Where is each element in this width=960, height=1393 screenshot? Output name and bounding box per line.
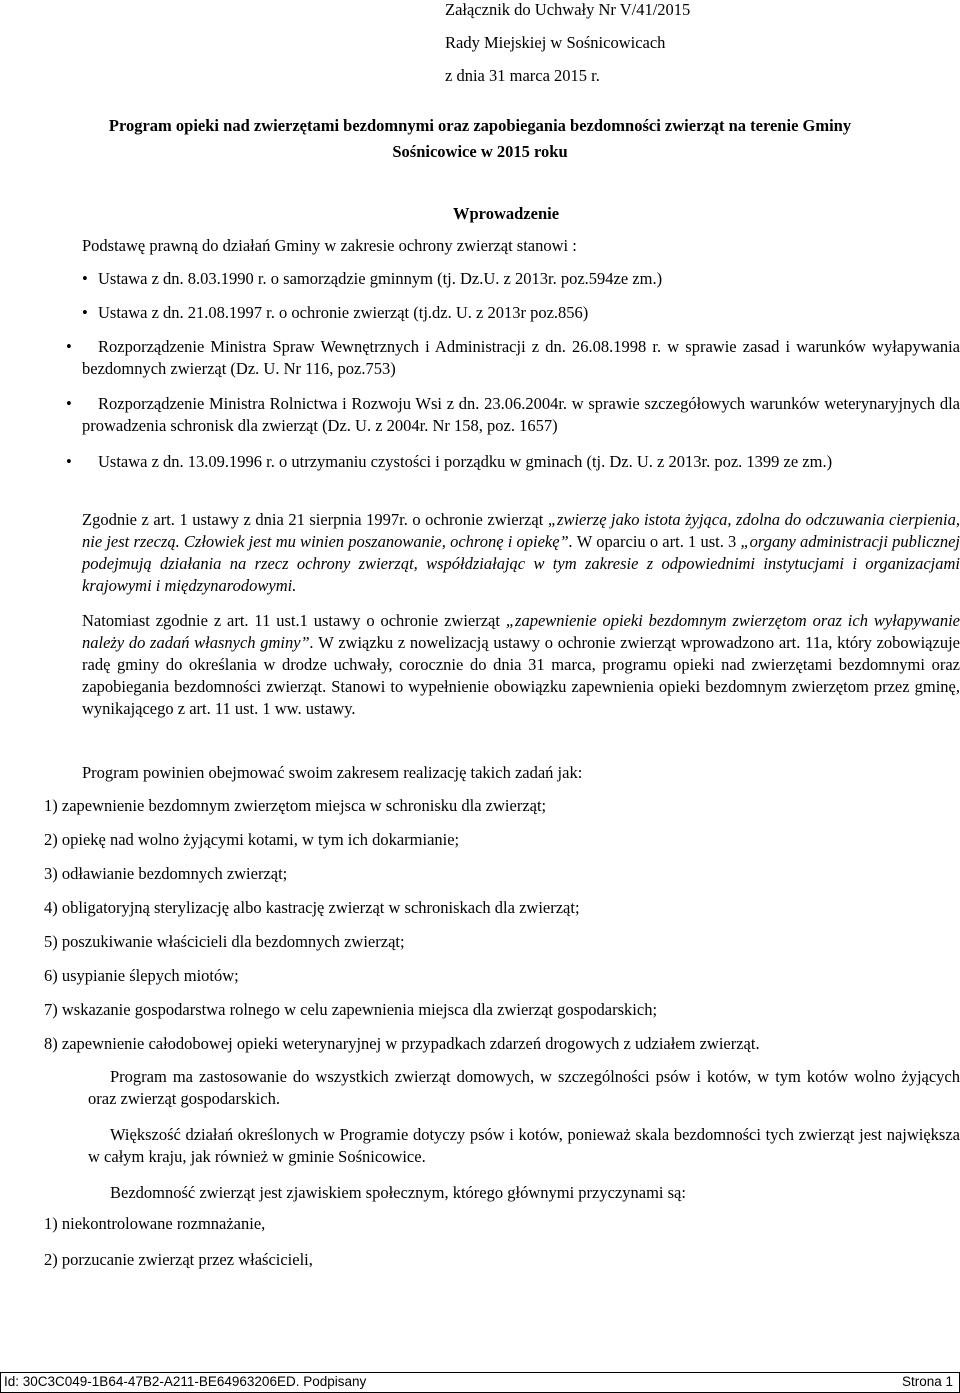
bullet-icon: • xyxy=(66,394,72,413)
legal-basis-text: Ustawa z dn. 21.08.1997 r. o ochronie zwierząt (tj.dz. U. z 2013r poz.856) xyxy=(98,303,589,322)
title-line-1: Program opieki nad zwierzętami bezdomnymi oraz zapobiegania bezdomności zwierząt na terenie Gminy xyxy=(108,116,852,135)
document-footer xyxy=(0,1372,960,1393)
para2-quote: „zapewnienie opieki bezdomnym zwierzętom oraz ich wyłapywanie należy do zadań własnych gminy”. xyxy=(82,611,960,652)
task-item: 4) obligatoryjną sterylizację albo kastrację zwierząt w schroniskach dla zwierząt; xyxy=(44,898,580,917)
header-line-3: z dnia 31 marca 2015 r. xyxy=(445,66,600,85)
legal-basis-item xyxy=(66,393,960,437)
legal-basis-item xyxy=(82,268,960,290)
bullet-icon: • xyxy=(66,337,72,356)
footer-document-id: Id: 30C3C049-1B64-47B2-A211-BE64963206ED. Podpisany xyxy=(4,1374,367,1389)
legal-basis-text: Ustawa z dn. 13.09.1996 r. o utrzymaniu czystości i porządku w gminach (tj. Dz. U. z 2013r. poz. 1399 ze zm.) xyxy=(98,452,833,471)
para2-text-c: W związku z nowelizacją ustawy o ochronie zwierząt wprowadzono art. 11a, który zobowiązuje radę gminy do określania w drodze uchwały, corocznie do dnia 31 marca, programu opieki nad zwierzętami bezdomnymi oraz zapobiegania bezdomności zwierząt. Stanowi to wypełnienie obowiązku zapewnienia opieki bezdomnym zwierzętom przez gminę, wynikającego z art. 11 ust. 1 ww. ustawy. xyxy=(82,633,960,718)
cause-item: 1) niekontrolowane rozmnażanie, xyxy=(44,1214,266,1233)
paragraph-dogs-cats: Większość działań określonych w Programie dotyczy psów i kotów, ponieważ skala bezdomności tych zwierząt jest największa w całym kraju, jak również w gminie Sośnicowice. xyxy=(88,1125,960,1166)
para1-text-c: W oparciu o art. 1 ust. 3 xyxy=(572,532,741,551)
section-heading: Wprowadzenie xyxy=(453,204,560,223)
legal-basis-text: Rozporządzenie Ministra Rolnictwa i Rozwoju Wsi z dn. 23.06.2004r. w sprawie szczegółowych warunków weterynaryjnych dla prowadzenia schronisk dla zwierząt (Dz. U. z 2004r. Nr 158, poz. 1657) xyxy=(82,394,960,435)
paragraph-art11 xyxy=(82,610,960,720)
para1-text-a: Zgodnie z art. 1 ustawy z dnia 21 sierpnia 1997r. o ochronie zwierząt xyxy=(82,510,548,529)
task-item: 2) opiekę nad wolno żyjącymi kotami, w tym ich dokarmianie; xyxy=(44,830,460,849)
task-item: 5) poszukiwanie właścicieli dla bezdomnych zwierząt; xyxy=(44,932,405,951)
task-item: 7) wskazanie gospodarstwa rolnego w celu zapewnienia miejsca dla zwierząt gospodarskich; xyxy=(44,1000,658,1019)
document-title xyxy=(0,113,960,165)
tasks-intro: Program powinien obejmować swoim zakresem realizację takich zadań jak: xyxy=(82,763,583,782)
task-item: 1) zapewnienie bezdomnym zwierzętom miejsca w schronisku dla zwierząt; xyxy=(44,796,547,815)
legal-basis-text: Rozporządzenie Ministra Spraw Wewnętrznych i Administracji z dn. 26.08.1998 r. w sprawie zasad i warunków wyłapywania bezdomnych zwierząt (Dz. U. Nr 116, poz.753) xyxy=(82,337,960,378)
para2-text-a: Natomiast zgodnie z art. 11 ust.1 ustawy o ochronie zwierząt xyxy=(82,611,506,630)
legal-basis-item xyxy=(66,336,960,380)
bullet-icon: • xyxy=(82,269,88,288)
legal-basis-item xyxy=(66,451,960,473)
bullet-icon: • xyxy=(66,452,72,471)
title-line-2: Sośnicowice w 2015 roku xyxy=(392,142,568,161)
para1-quote-1: „zwierzę jako istota żyjąca, zdolna do odczuwania cierpienia, nie jest rzeczą. Człowiek jest mu winien poszanowanie, ochronę i opiekę”. xyxy=(82,510,960,551)
legal-basis-item xyxy=(82,302,960,324)
bullet-icon: • xyxy=(82,303,88,322)
header-line-2: Rady Miejskiej w Sośnicowicach xyxy=(445,33,666,52)
paragraph-causes-intro: Bezdomność zwierząt jest zjawiskiem społecznym, którego głównymi przyczynami są: xyxy=(110,1183,686,1202)
legal-basis-text: Ustawa z dn. 8.03.1990 r. o samorządzie gminnym (tj. Dz.U. z 2013r. poz.594ze zm.) xyxy=(98,269,663,288)
header-line-1: Załącznik do Uchwały Nr V/41/2015 xyxy=(445,0,691,19)
footer-page-number: Strona 1 xyxy=(901,1374,953,1389)
cause-item: 2) porzucanie zwierząt przez właścicieli, xyxy=(44,1250,313,1269)
paragraph-art1 xyxy=(82,509,960,597)
task-item: 6) usypianie ślepych miotów; xyxy=(44,966,239,985)
paragraph-scope: Program ma zastosowanie do wszystkich zwierząt domowych, w szczególności psów i kotów, w tym kotów wolno żyjących oraz zwierząt gospodarskich. xyxy=(88,1067,960,1108)
para1-quote-2: „organy administracji publicznej podejmują działania na rzecz ochrony zwierząt, współdziałając w tym zakresie z odpowiednimi instytucjami i organizacjami krajowymi i międzynarodowymi. xyxy=(82,532,960,595)
task-item: 8) zapewnienie całodobowej opieki weterynaryjnej w przypadkach zdarzeń drogowych z udziałem zwierząt. xyxy=(44,1034,760,1053)
task-item: 3) odławianie bezdomnych zwierząt; xyxy=(44,864,288,883)
intro-text: Podstawę prawną do działań Gminy w zakresie ochrony zwierząt stanowi : xyxy=(82,236,577,255)
